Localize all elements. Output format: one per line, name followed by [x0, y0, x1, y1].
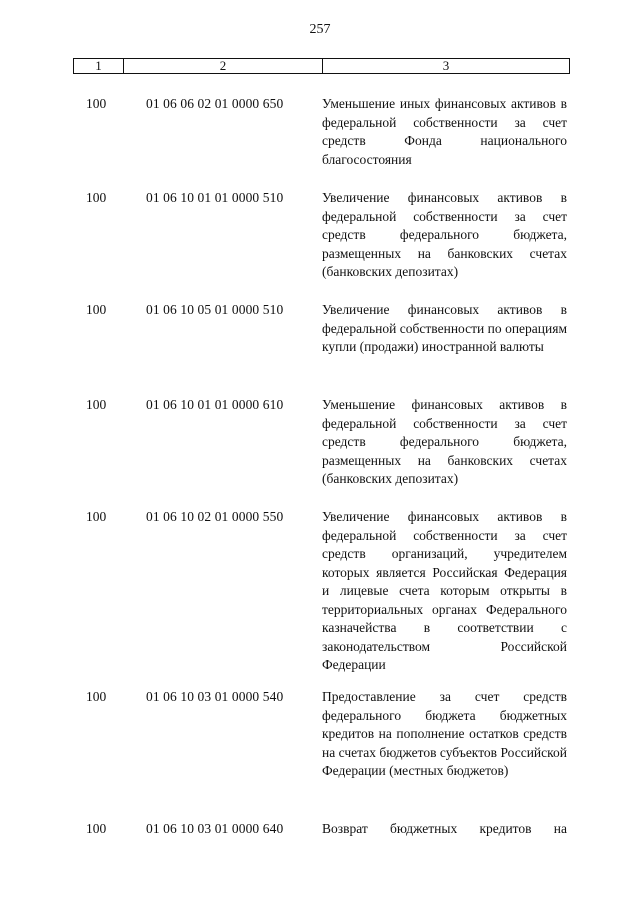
classification-code: 01 06 10 01 01 0000 610 — [146, 397, 284, 412]
classification-code: 01 06 10 03 01 0000 540 — [146, 689, 284, 704]
column-header-3: 3 — [442, 58, 450, 73]
admin-code: 100 — [86, 509, 107, 524]
page-number: 257 — [309, 22, 331, 37]
classification-code: 01 06 06 02 01 0000 650 — [146, 96, 284, 111]
row-description: Уменьшение иных финансовых активов в федеральной собственности за счет средств Фонда национального благосостояния — [322, 96, 567, 167]
column-header-1: 1 — [74, 59, 124, 73]
classification-code: 01 06 10 01 01 0000 510 — [146, 190, 284, 205]
admin-code: 100 — [86, 821, 107, 836]
row-description: Предоставление за счет средств федерального бюджета бюджетных кредитов на пополнение остатков средств на счетах бюджетов субъектов Российской Федерации (местных бюджетов) — [322, 689, 567, 778]
classification-code: 01 06 10 03 01 0000 640 — [146, 821, 284, 836]
column-header-row — [73, 58, 570, 74]
admin-code: 100 — [86, 96, 107, 111]
row-description: Увеличение финансовых активов в федеральной собственности за счет средств федерального бюджета, размещенных на банковских счетах (банковских депозитах) — [322, 190, 567, 279]
admin-code: 100 — [86, 689, 107, 704]
row-description: Увеличение финансовых активов в федеральной собственности по операциям купли (продажи) иностранной валюты — [322, 302, 567, 354]
admin-code: 100 — [86, 190, 107, 205]
classification-code: 01 06 10 05 01 0000 510 — [146, 302, 284, 317]
admin-code: 100 — [86, 302, 107, 317]
row-description: Возврат бюджетных кредитов на — [322, 821, 567, 836]
admin-code: 100 — [86, 397, 107, 412]
row-description: Увеличение финансовых активов в федеральной собственности за счет средств организаций, учредителем которых является Российская Федерация и лицевые счета которым открыты в территориальных органах Федерального казначейства в соответствии с законодательством Российской Федерации — [322, 509, 567, 672]
classification-code: 01 06 10 02 01 0000 550 — [146, 509, 284, 524]
column-header-2: 2 — [124, 59, 323, 73]
row-description: Уменьшение финансовых активов в федеральной собственности за счет средств федерального бюджета, размещенных на банковских счетах (банковских депозитах) — [322, 397, 567, 486]
